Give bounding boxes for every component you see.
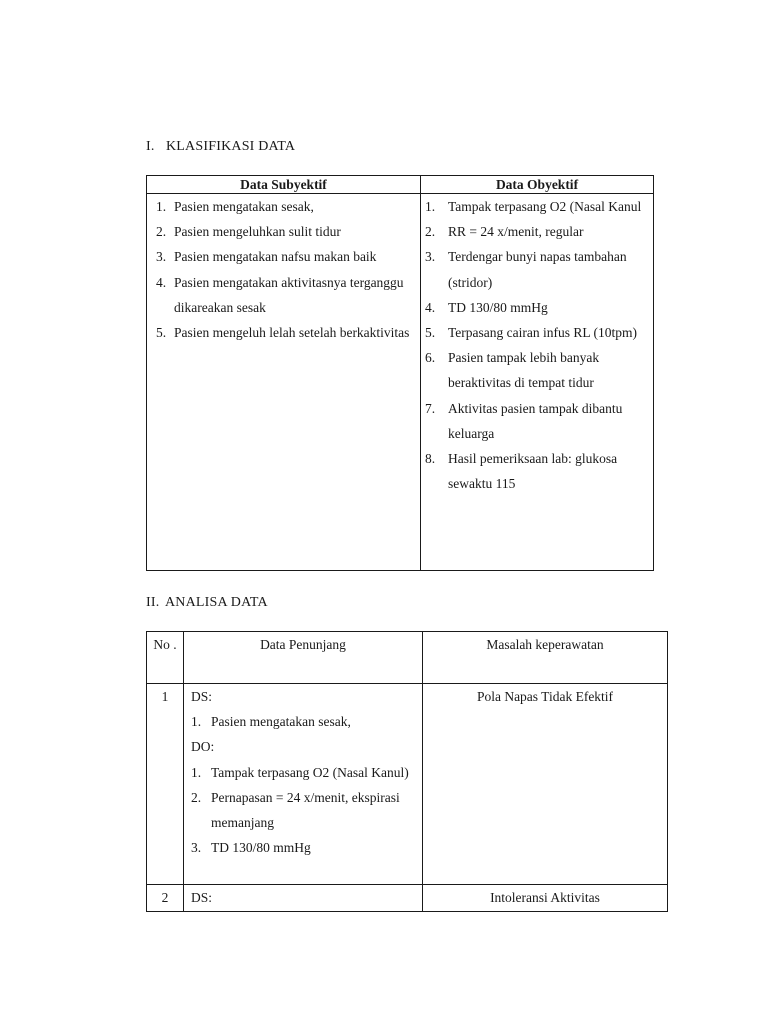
do-label: DO: xyxy=(191,739,215,755)
table-row xyxy=(147,684,668,885)
supporting-data-cell xyxy=(184,885,423,912)
row-number: 1 xyxy=(147,684,184,885)
list-item: 2. Pernapasan = 24 x/menit, ekspirasi memanjang xyxy=(191,789,400,831)
do-list xyxy=(190,760,422,861)
nursing-problem: Intoleransi Aktivitas xyxy=(423,885,668,912)
row-number: 2 xyxy=(147,885,184,912)
ds-label: DS: xyxy=(191,890,213,905)
nursing-problem: Pola Napas Tidak Efektif xyxy=(423,684,668,885)
header-data-subyektif: Data Subyektif xyxy=(147,176,421,194)
section-heading-analisa xyxy=(146,595,268,611)
objective-list xyxy=(421,194,653,496)
header-masalah-keperawatan: Masalah keperawatan xyxy=(423,632,668,684)
list-item: 5. Terpasang cairan infus RL (10tpm) xyxy=(425,325,637,341)
list-item: 6. Pasien tampak lebih banyak beraktivitas di tempat tidur xyxy=(425,350,600,391)
header-data-penunjang: Data Penunjang xyxy=(184,632,423,684)
header-no: No . xyxy=(147,632,184,684)
list-item: 4. TD 130/80 mmHg xyxy=(425,299,548,315)
ds-label: DS: xyxy=(191,689,213,704)
list-item: 1. Tampak terpasang O2 (Nasal Kanul xyxy=(425,199,642,214)
supporting-data-cell xyxy=(184,684,423,885)
list-item: 8. Hasil pemeriksaan lab: glukosa sewaktu 115 xyxy=(425,451,618,492)
list-item: 3. TD 130/80 mmHg xyxy=(191,840,311,856)
subjective-data-cell xyxy=(147,194,421,571)
section-title: ANALISA DATA xyxy=(165,595,268,610)
ds-list xyxy=(190,709,422,734)
section-number: II. xyxy=(146,595,160,610)
section-title: KLASIFIKASI DATA xyxy=(166,139,296,154)
list-item: 4. Pasien mengatakan aktivitasnya terganggu dikareakan sesak xyxy=(156,274,404,315)
table-row xyxy=(147,885,668,912)
objective-data-cell xyxy=(421,194,654,571)
section-heading-klasifikasi xyxy=(146,139,295,155)
section-number: I. xyxy=(146,139,155,154)
subjective-list xyxy=(147,194,420,345)
list-item: 5. Pasien mengeluh lelah setelah berkaktivitas xyxy=(156,325,410,341)
list-item: 3. Terdengar bunyi napas tambahan (stridor) xyxy=(425,249,627,290)
list-item: 2. Pasien mengeluhkan sulit tidur xyxy=(156,224,341,240)
header-data-obyektif: Data Obyektif xyxy=(421,176,654,194)
list-item: 1. Tampak terpasang O2 (Nasal Kanul) xyxy=(191,764,409,780)
klasifikasi-data-table xyxy=(146,175,654,571)
list-item: 3. Pasien mengatakan nafsu makan baik xyxy=(156,249,377,265)
analisa-data-table xyxy=(146,631,668,912)
list-item: 1. Pasien mengatakan sesak, xyxy=(191,714,351,730)
list-item: 1. Pasien mengatakan sesak, xyxy=(156,199,314,214)
list-item: 2. RR = 24 x/menit, regular xyxy=(425,224,584,240)
list-item: 7. Aktivitas pasien tampak dibantu keluarga xyxy=(425,400,623,441)
